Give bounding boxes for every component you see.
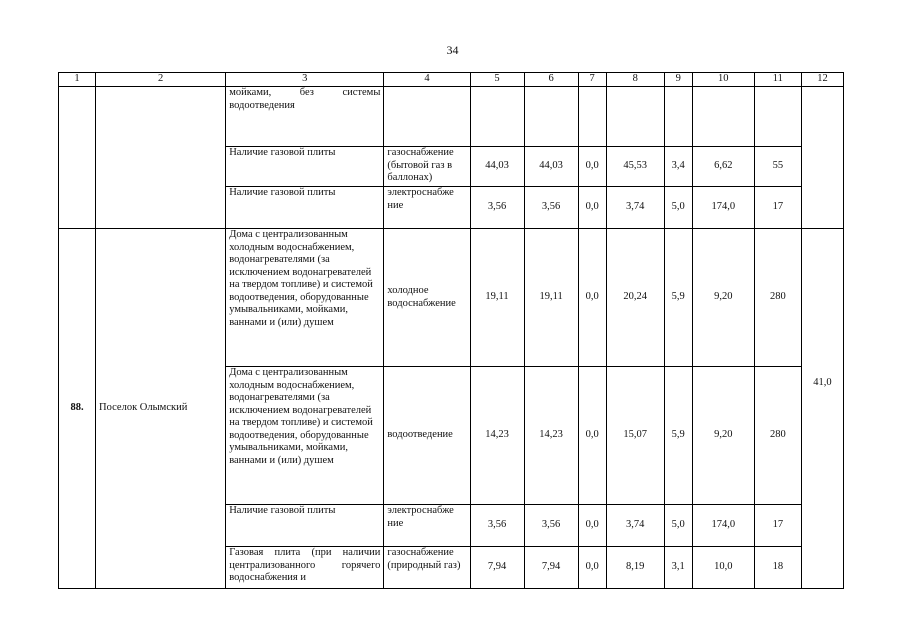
table-row <box>59 229 844 367</box>
value-cell: 0,0 <box>578 367 606 505</box>
value-cell: 0,0 <box>578 229 606 367</box>
value-cell <box>664 87 692 147</box>
settlement-name-cell: Поселок Олымский <box>96 229 226 589</box>
value-cell: 17 <box>754 505 801 547</box>
header-cell: 2 <box>96 73 226 87</box>
value-cell: 3,56 <box>524 187 578 229</box>
value-cell: 3,4 <box>664 147 692 187</box>
value-cell <box>524 87 578 147</box>
consumer-category-cell: Дома с централизованным холодным водоснабжением, водонагревателями (за исключением водонагревателей на твердом топливе) и системой водоотведения, оборудованные умывальниками, мойками, ваннами и (или) душем <box>226 229 384 367</box>
col12-cell-empty <box>801 87 843 229</box>
service-cell: холодное водоснабжение <box>384 229 470 367</box>
value-cell: 20,24 <box>606 229 664 367</box>
value-cell: 3,74 <box>606 505 664 547</box>
value-cell: 14,23 <box>524 367 578 505</box>
value-cell: 3,1 <box>664 547 692 589</box>
value-cell: 17 <box>754 187 801 229</box>
consumer-category-cell: Газовая плита (при наличии централизованного горячего водоснабжения и <box>226 547 384 589</box>
value-cell: 0,0 <box>578 147 606 187</box>
value-cell <box>692 87 754 147</box>
value-cell: 5,9 <box>664 367 692 505</box>
value-cell: 6,62 <box>692 147 754 187</box>
value-cell: 5,0 <box>664 187 692 229</box>
header-cell: 1 <box>59 73 96 87</box>
table-row <box>59 87 844 147</box>
col12-value-cell: 41,0 <box>801 229 843 589</box>
tariff-table <box>58 72 844 589</box>
row-number-cell-empty <box>59 87 96 229</box>
value-cell: 44,03 <box>470 147 524 187</box>
header-cell: 12 <box>801 73 843 87</box>
value-cell: 19,11 <box>470 229 524 367</box>
service-cell <box>384 87 470 147</box>
value-cell <box>606 87 664 147</box>
value-cell: 7,94 <box>470 547 524 589</box>
value-cell: 5,0 <box>664 505 692 547</box>
value-cell: 15,07 <box>606 367 664 505</box>
header-cell: 6 <box>524 73 578 87</box>
value-cell: 0,0 <box>578 187 606 229</box>
consumer-category-cell: мойками, без системы водоотведения <box>226 87 384 147</box>
value-cell: 0,0 <box>578 547 606 589</box>
value-cell: 3,56 <box>470 505 524 547</box>
service-cell: водоотведение <box>384 367 470 505</box>
consumer-category-cell: Наличие газовой плиты <box>226 147 384 187</box>
value-cell <box>754 87 801 147</box>
service-cell: газоснабжение (природный газ) <box>384 547 470 589</box>
service-cell: электроснабже ние <box>384 187 470 229</box>
header-cell: 10 <box>692 73 754 87</box>
value-cell: 45,53 <box>606 147 664 187</box>
service-cell: электроснабже ние <box>384 505 470 547</box>
value-cell: 55 <box>754 147 801 187</box>
value-cell: 3,74 <box>606 187 664 229</box>
header-row <box>59 73 844 87</box>
value-cell: 0,0 <box>578 505 606 547</box>
value-cell: 9,20 <box>692 229 754 367</box>
value-cell: 3,56 <box>470 187 524 229</box>
value-cell: 44,03 <box>524 147 578 187</box>
value-cell <box>470 87 524 147</box>
value-cell <box>578 87 606 147</box>
value-cell: 19,11 <box>524 229 578 367</box>
header-cell: 11 <box>754 73 801 87</box>
value-cell: 14,23 <box>470 367 524 505</box>
consumer-category-cell: Дома с централизованным холодным водоснабжением, водонагревателями (за исключением водонагревателей на твердом топливе) и системой водоотведения, оборудованные умывальниками, мойками, ваннами и (или) душем <box>226 367 384 505</box>
value-cell: 18 <box>754 547 801 589</box>
consumer-category-cell: Наличие газовой плиты <box>226 505 384 547</box>
value-cell: 3,56 <box>524 505 578 547</box>
header-cell: 4 <box>384 73 470 87</box>
value-cell: 174,0 <box>692 505 754 547</box>
header-cell: 7 <box>578 73 606 87</box>
service-cell: газоснабжение (бытовой газ в баллонах) <box>384 147 470 187</box>
row-number-cell: 88. <box>59 229 96 589</box>
value-cell: 174,0 <box>692 187 754 229</box>
value-cell: 9,20 <box>692 367 754 505</box>
settlement-cell-empty <box>96 87 226 229</box>
value-cell: 7,94 <box>524 547 578 589</box>
value-cell: 280 <box>754 367 801 505</box>
value-cell: 8,19 <box>606 547 664 589</box>
value-cell: 5,9 <box>664 229 692 367</box>
header-cell: 5 <box>470 73 524 87</box>
consumer-category-cell: Наличие газовой плиты <box>226 187 384 229</box>
header-cell: 3 <box>226 73 384 87</box>
value-cell: 280 <box>754 229 801 367</box>
header-cell: 8 <box>606 73 664 87</box>
page-number: 34 <box>446 43 459 57</box>
value-cell: 10,0 <box>692 547 754 589</box>
header-cell: 9 <box>664 73 692 87</box>
